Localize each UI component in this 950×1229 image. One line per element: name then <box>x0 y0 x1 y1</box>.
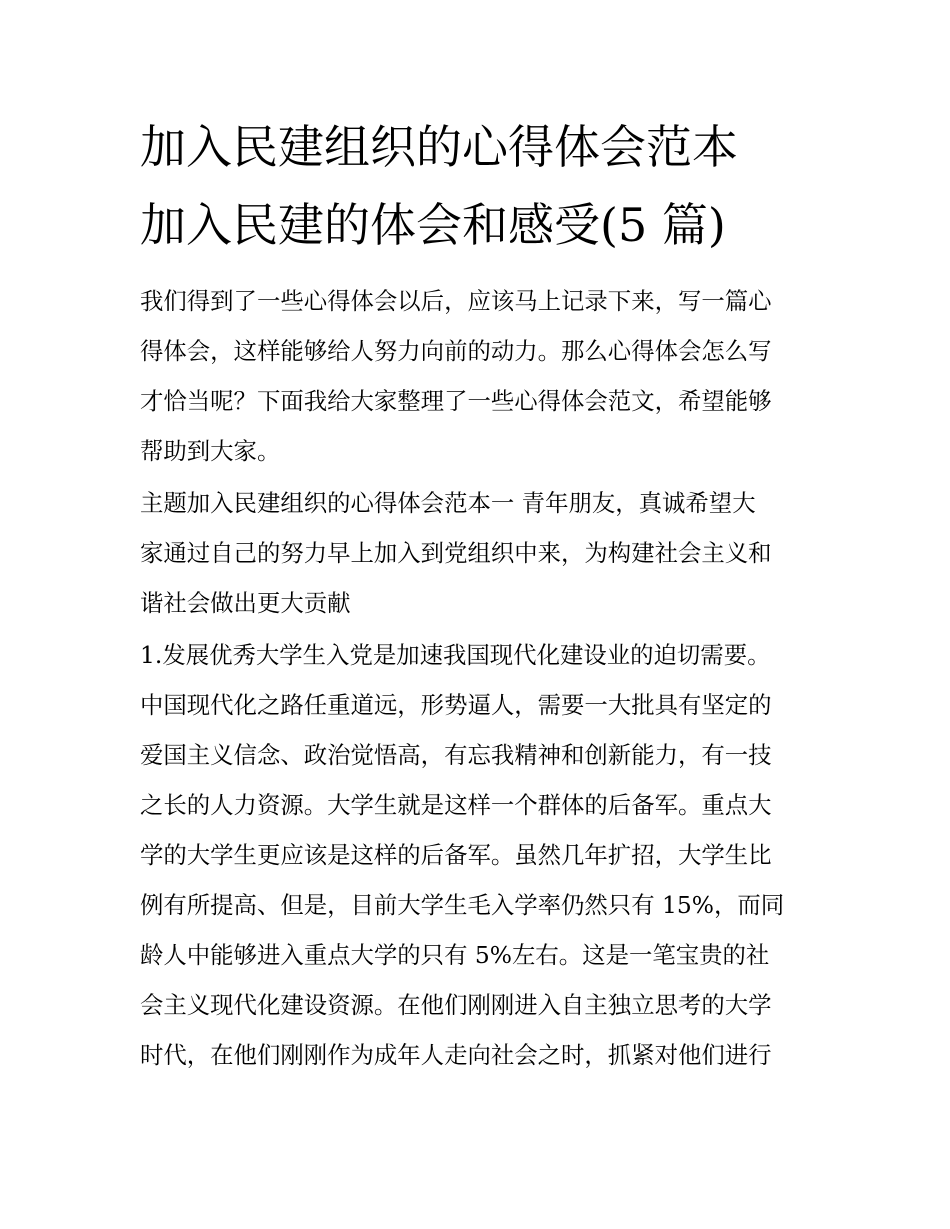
body-line: 1.发展优秀大学生入党是加速我国现代化建设业的迫切需要。 <box>140 641 771 669</box>
body-line: 学的大学生更应该是这样的后备军。虽然几年扩招，大学生比 <box>140 841 772 869</box>
document-title-line-1: 加入民建组织的心得体会范本 <box>140 120 738 174</box>
body-line: 才恰当呢？下面我给大家整理了一些心得体会范文，希望能够 <box>140 387 772 415</box>
document-title-line-2: 加入民建的体会和感受(5 篇) <box>140 198 726 252</box>
body-line: 中国现代化之路任重道远，形势逼人，需要一大批具有坚定的 <box>140 691 772 719</box>
body-line: 得体会，这样能够给人努力向前的动力。那么心得体会怎么写 <box>140 337 772 365</box>
body-line: 例有所提高、但是，目前大学生毛入学率仍然只有 15%，而同 <box>140 891 785 919</box>
body-line: 我们得到了一些心得体会以后，应该马上记录下来，写一篇心 <box>140 287 772 315</box>
body-line: 龄人中能够进入重点大学的只有 5%左右。这是一笔宝贵的社 <box>140 941 770 969</box>
body-line: 帮助到大家。 <box>140 437 281 465</box>
body-line: 爱国主义信念、政治觉悟高，有忘我精神和创新能力，有一技 <box>140 741 772 769</box>
body-line: 谐社会做出更大贡献 <box>140 589 351 617</box>
body-line: 会主义现代化建设资源。在他们刚刚进入自主独立思考的大学 <box>140 991 772 1019</box>
body-line: 之长的人力资源。大学生就是这样一个群体的后备军。重点大 <box>140 791 772 819</box>
body-line: 家通过自己的努力早上加入到党组织中来，为构建社会主义和 <box>140 539 772 567</box>
body-line: 主题加入民建组织的心得体会范本一 青年朋友，真诚希望大 <box>140 489 756 517</box>
body-line: 时代，在他们刚刚作为成年人走向社会之时，抓紧对他们进行 <box>140 1041 772 1069</box>
